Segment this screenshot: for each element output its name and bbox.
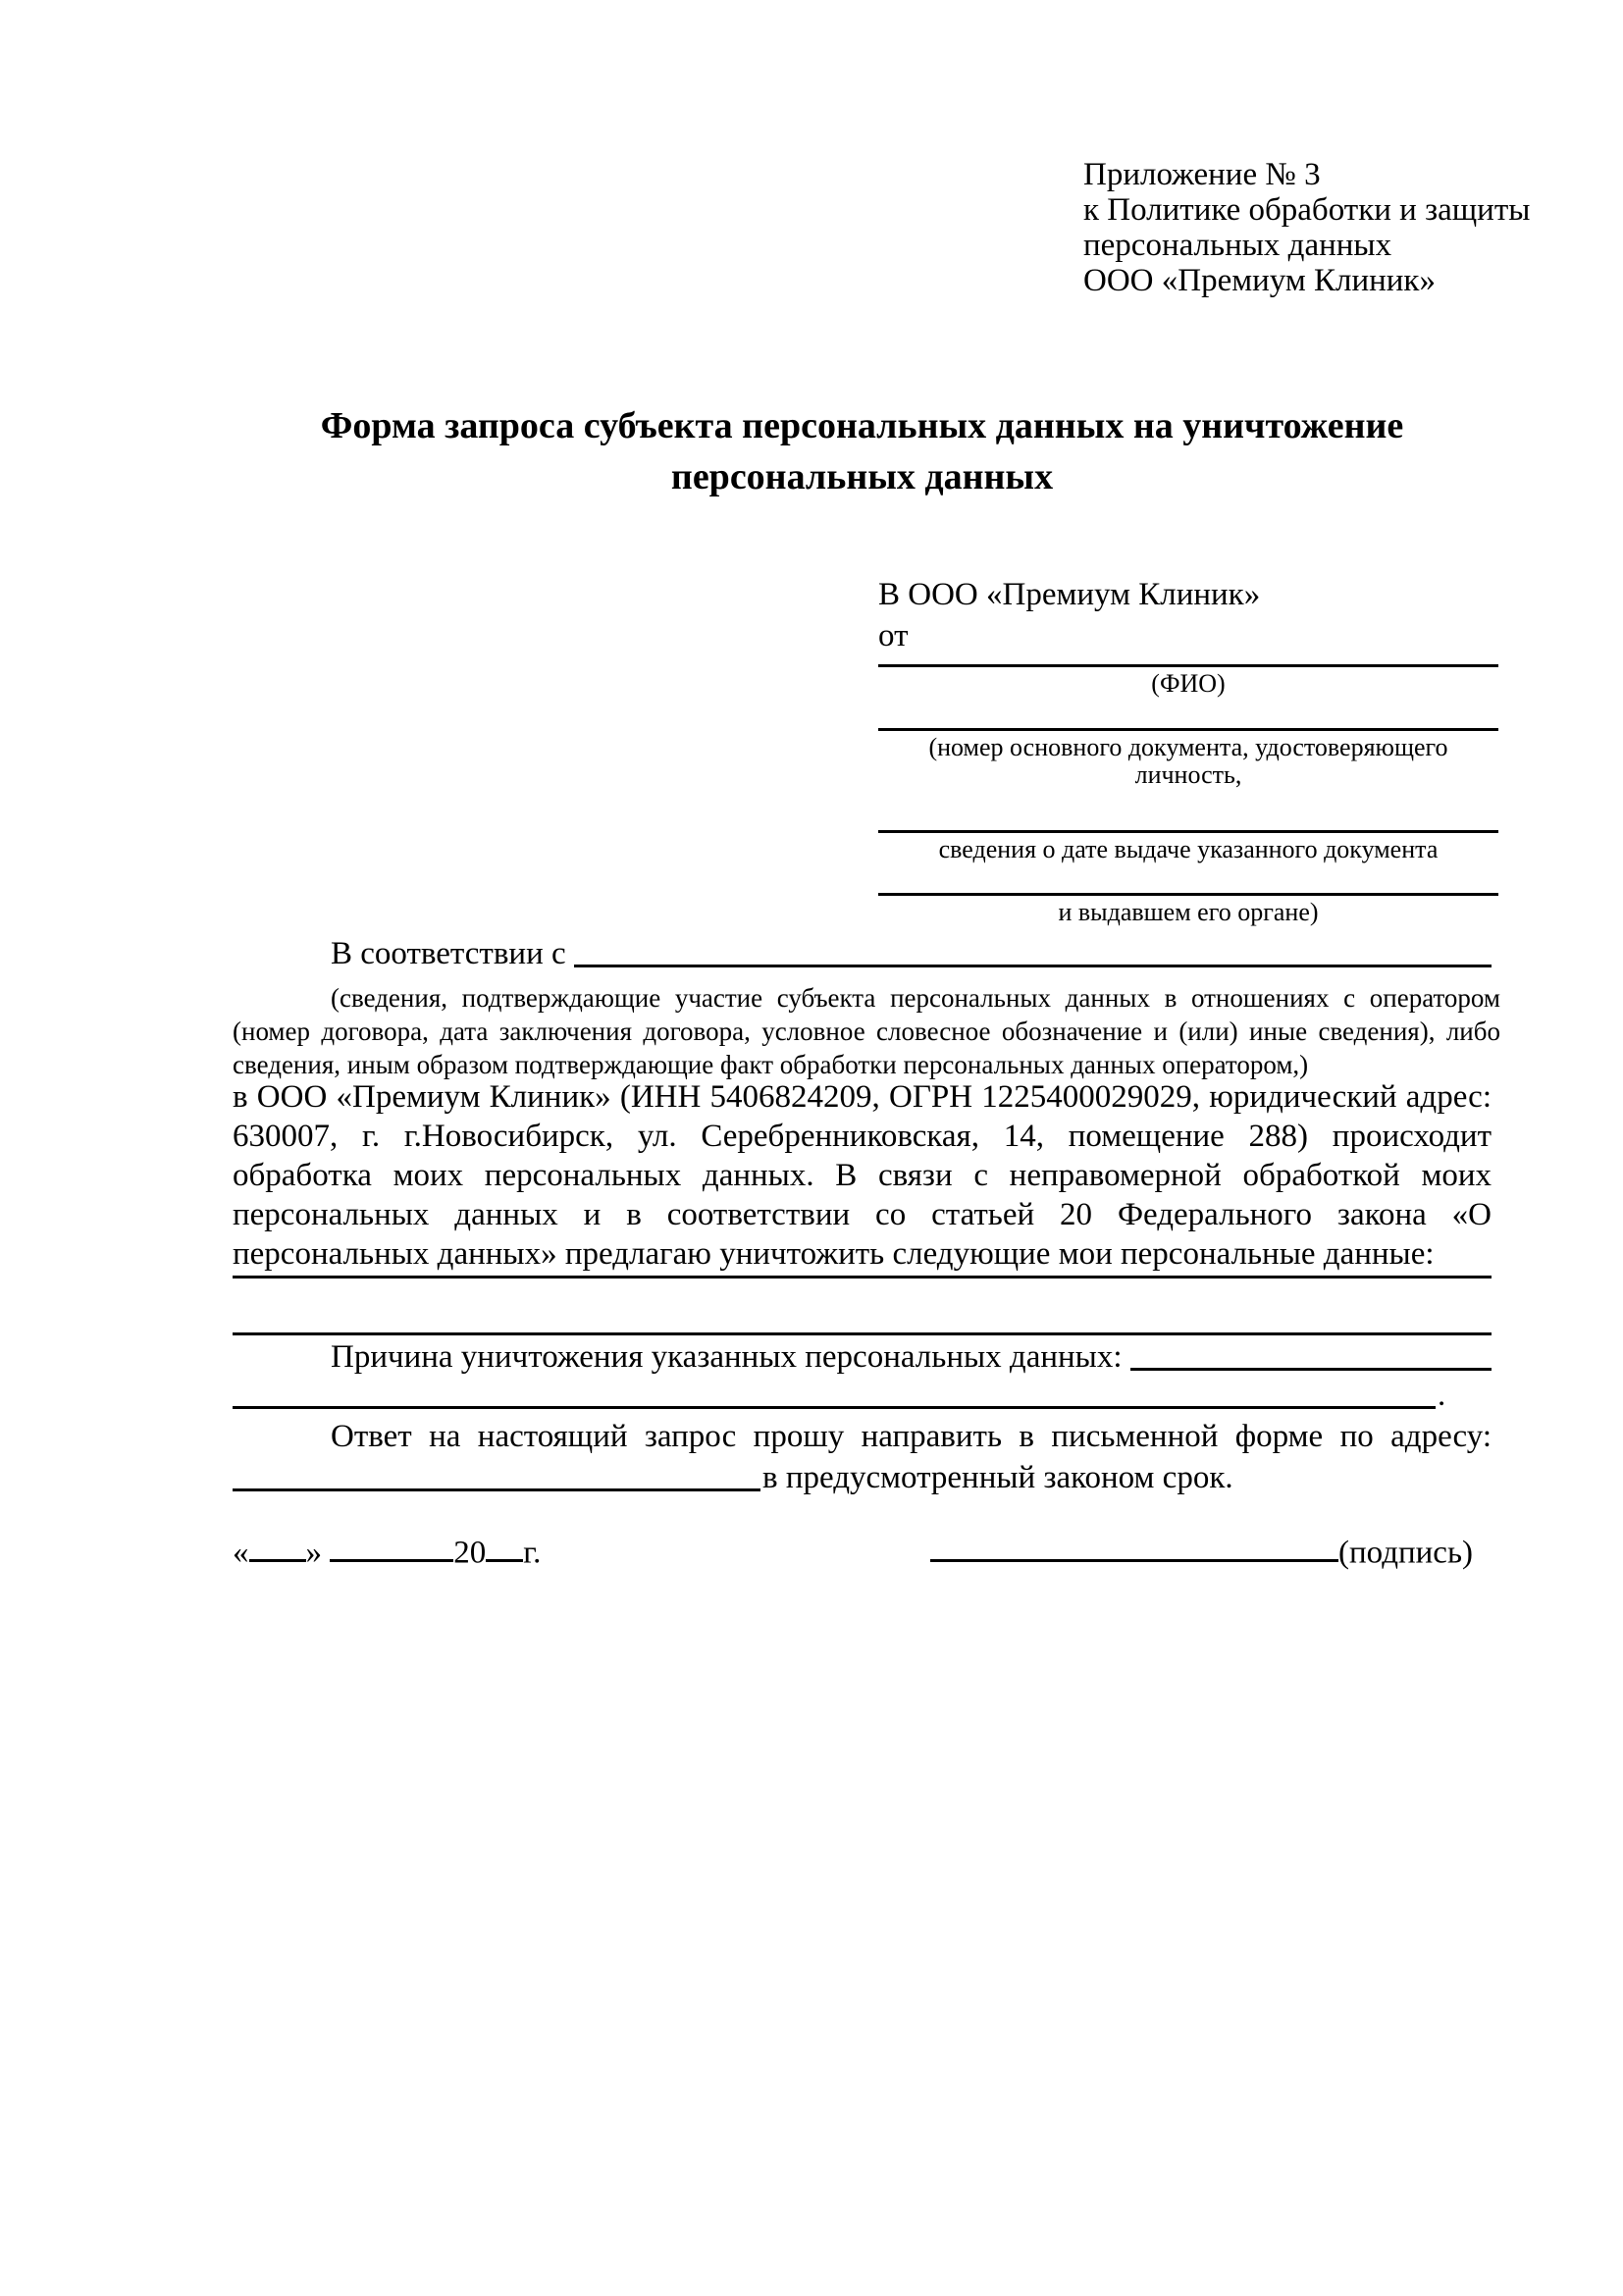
personal-data-blank-line-1 (233, 1276, 1492, 1278)
month-blank-line (330, 1529, 453, 1562)
signature-blank-line (930, 1529, 1338, 1562)
year-blank-line (486, 1529, 523, 1562)
personal-data-blank-line-2 (233, 1332, 1492, 1335)
document-number-caption: (номер основного документа, удостоверяющего личность, (928, 733, 1448, 789)
appendix-note (1083, 157, 1535, 298)
date-year-suffix: г. (523, 1535, 542, 1571)
addressee-block (878, 574, 1498, 926)
issuing-authority-caption: и выдавшем его органе) (1058, 898, 1319, 926)
answer-request-text: Ответ на настоящий запрос прошу направить в письменной форме по адресу: (331, 1419, 1492, 1454)
date-year-prefix: 20 (453, 1535, 487, 1571)
answer-address-line (233, 1458, 1492, 1497)
reason-line (233, 1337, 1492, 1377)
reason-blank-line (1130, 1368, 1492, 1371)
form-title-text: Форма запроса субъекта персональных данных на уничтожение персональных данных (320, 405, 1404, 497)
appendix-note-line: персональных данных (1083, 228, 1392, 263)
appendix-note-line: к Политике обработки и защиты (1083, 192, 1531, 228)
address-blank-line (233, 1488, 760, 1491)
date-quote-open: « (233, 1535, 249, 1571)
accordance-prefix: В соответствии с (331, 936, 566, 971)
footer-row (233, 1529, 1498, 1573)
main-paragraph: в ООО «Премиум Клиник» (ИНН 5406824209, ОГРН 1225400029029, юридический адрес: 630007, г. г.Новосибирск, ул. Серебренниковская, 14, помещение 288) происходит обработка моих персональных данных. В связи с неправомерной обработкой моих персональных данных и в соответствии со статьей 20 Федерального закона «О персональных данных» предлагаю уничтожить следующие мои персональные данные: (233, 1079, 1492, 1272)
issuing-authority-blank-line (878, 893, 1498, 896)
date-field (233, 1529, 541, 1573)
fio-caption: (ФИО) (1151, 669, 1226, 698)
appendix-note-line: ООО «Премиум Клиник» (1083, 263, 1436, 298)
document-number-blank-line (878, 728, 1498, 731)
issue-date-caption: сведения о дате выдаче указанного документа (938, 835, 1439, 863)
accordance-line (233, 934, 1492, 973)
appendix-note-line: Приложение № 3 (1083, 157, 1321, 192)
reason-label: Причина уничтожения указанных персональных данных: (331, 1339, 1123, 1375)
issue-date-blank-line (878, 830, 1498, 833)
date-quote-close: » (305, 1535, 322, 1571)
reason-continuation-blank-line (233, 1406, 1436, 1409)
addressee-to: В ООО «Премиум Клиник» (878, 577, 1261, 612)
reason-continuation-line (233, 1376, 1492, 1415)
basis-blank-line (574, 965, 1492, 967)
answer-deadline-text: в предусмотренный законом срок. (762, 1460, 1233, 1495)
signature-field (930, 1529, 1473, 1573)
reason-period: . (1438, 1378, 1446, 1413)
fine-print-note: (сведения, подтверждающие участие субъекта персональных данных в отношениях с оператором (номер договора, дата заключения договора, условное словесное обозначение и (или) иные сведения), либо сведения, иным образом подтверждающие факт обработки персональных данных оператором,) (233, 983, 1500, 1079)
form-title (233, 400, 1492, 502)
signature-caption: (подпись) (1338, 1535, 1473, 1571)
addressee-from: от (878, 618, 909, 653)
day-blank-line (249, 1529, 306, 1562)
fio-blank-line (878, 664, 1498, 667)
